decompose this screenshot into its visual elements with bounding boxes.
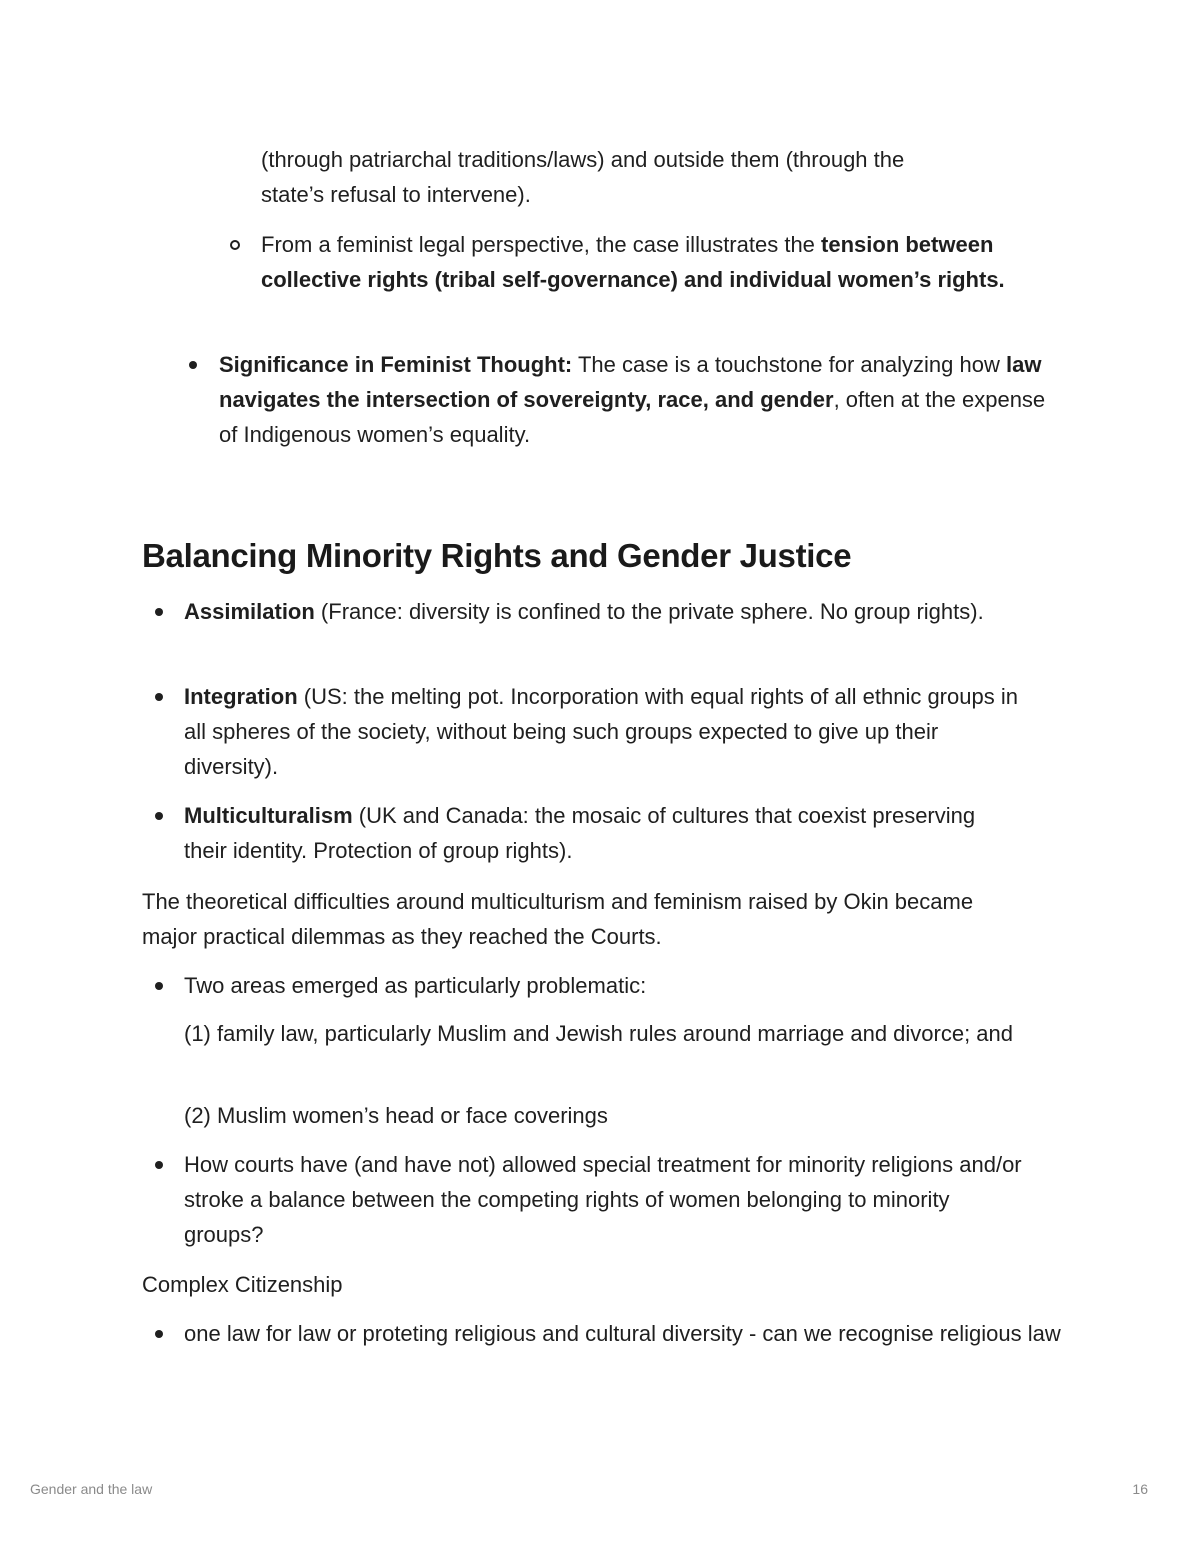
- hollow-bullet-icon: [230, 240, 240, 250]
- sub-bullet-bold: tension between collective rights (tribal self-governance) and individual women’s rights.: [261, 232, 1005, 292]
- continuation-line-2: state’s refusal to intervene).: [261, 182, 531, 207]
- bullet-icon: [155, 1161, 163, 1169]
- page-number: 16: [1132, 1481, 1148, 1497]
- model-desc: (UK and Canada: the mosaic of cultures that coexist preserving their identity. Protection of group rights).: [184, 803, 976, 863]
- significance-label: Significance in Feminist Thought:: [219, 352, 573, 377]
- sub-bullet-text: [261, 227, 1041, 297]
- sub-bullet-pre: From a feminist legal perspective, the case illustrates the: [261, 232, 822, 257]
- model-desc: (US: the melting pot. Incorporation with equal rights of all ethnic groups in all spheres of the society, without being such groups expected to give up their diversity).: [184, 684, 1018, 779]
- model-desc: (France: diversity is confined to the private sphere. No group rights).: [314, 599, 984, 624]
- model-term: Integration: [184, 684, 298, 709]
- area-2: (2) Muslim women’s head or face coverings: [184, 1103, 608, 1128]
- bullet-icon: [155, 812, 163, 820]
- significance-pre: The case is a touchstone for analyzing how: [572, 352, 1006, 377]
- footer-title: Gender and the law: [30, 1481, 153, 1497]
- bullet-icon: [155, 982, 163, 990]
- section-heading: Balancing Minority Rights and Gender Justice: [142, 537, 852, 574]
- significance-text: [219, 347, 1059, 452]
- bullet-icon: [189, 361, 197, 369]
- okin-paragraph: The theoretical difficulties around multiculturism and feminism raised by Okin became major practical dilemmas as they reached the Courts.: [142, 889, 974, 949]
- model-term: Assimilation: [184, 599, 315, 624]
- complex-citizenship-bullet: one law for law or proteting religious and cultural diversity - can we recognise religious law: [184, 1321, 1061, 1346]
- courts-question: How courts have (and have not) allowed special treatment for minority religions and/or stroke a balance between the competing rights of women belonging to minority groups?: [184, 1152, 1022, 1247]
- model-multiculturalism: [184, 798, 984, 868]
- significance-bold: law navigates the intersection of sovereignty, race, and gender: [219, 352, 1042, 412]
- continuation-text: [261, 142, 1081, 212]
- bullet-icon: [155, 608, 163, 616]
- bullet-icon: [155, 1330, 163, 1338]
- areas-intro: Two areas emerged as particularly problematic:: [184, 973, 647, 998]
- model-term: Multiculturalism: [184, 803, 353, 828]
- continuation-line-1: (through patriarchal traditions/laws) and outside them (through the: [261, 147, 905, 172]
- bullet-icon: [155, 693, 163, 701]
- area-1: (1) family law, particularly Muslim and Jewish rules around marriage and divorce; and: [184, 1021, 1014, 1046]
- complex-citizenship-heading: Complex Citizenship: [142, 1272, 343, 1297]
- significance-post: , often at the expense of Indigenous women’s equality.: [219, 387, 1046, 447]
- model-integration: [184, 679, 1034, 784]
- model-assimilation: [184, 594, 1034, 629]
